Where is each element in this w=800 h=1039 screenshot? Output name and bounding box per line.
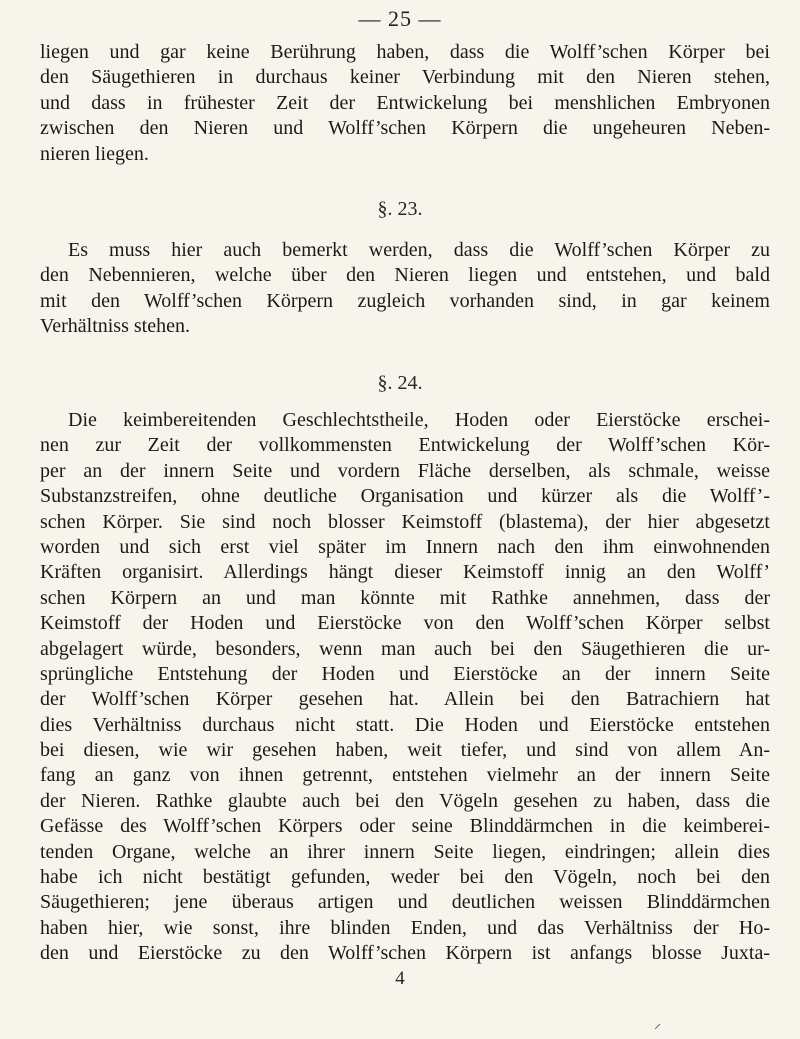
text-line: liegen und gar keine Berührung haben, dass die Wolff’schen Körper bei xyxy=(40,41,770,63)
section-heading-24: §. 24. xyxy=(377,372,423,394)
text-line: abgelagert würde, besonders, wenn man auch bei den Säugethieren die ur- xyxy=(40,637,770,660)
text-line: Keimstoff der Hoden und Eierstöcke von den Wolff’schen Körper selbst xyxy=(40,612,770,635)
text-line: bei diesen, wie wir gesehen haben, weit tiefer, und sind von allem An- xyxy=(40,739,770,762)
paragraph-2 xyxy=(40,238,770,340)
text-line: Kräften organisirt. Allerdings hängt dieser Keimstoff innig an den Wolff’ xyxy=(40,561,770,584)
text-line: Säugethieren; jene überaus artigen und deutlichen weissen Blinddärmchen xyxy=(40,891,770,914)
text-line: per an der innern Seite und vordern Fläche derselben, als schmale, weisse xyxy=(40,459,770,482)
text-line: zwischen den Nieren und Wolff’schen Körpern die ungeheuren Neben- xyxy=(40,117,770,140)
text-line: mit den Wolff’schen Körpern zugleich vorhanden sind, in gar keinem xyxy=(40,289,770,312)
text-line: den Säugethieren in durchaus keiner Verbindung mit den Nieren stehen, xyxy=(40,66,770,89)
page-number-header: — 25 — xyxy=(358,6,442,31)
paragraph-1 xyxy=(40,40,770,167)
text-line: Gefässe des Wolff’schen Körpers oder seine Blinddärmchen in die keimberei- xyxy=(40,815,770,838)
text-line: dies Verhältniss durchaus nicht statt. Die Hoden und Eierstöcke entstehen xyxy=(40,713,770,736)
text-line: fang an ganz von ihnen getrennt, entstehen vielmehr an der innern Seite xyxy=(40,764,770,787)
paragraph-3 xyxy=(40,408,770,967)
text-line: der Nieren. Rathke glaubte auch bei den Vögeln gesehen zu haben, dass die xyxy=(40,789,770,812)
text-line: Es muss hier auch bemerkt werden, dass die Wolff’schen Körper zu xyxy=(68,239,770,261)
text-line: habe ich nicht bestätigt gefunden, weder bei den Vögeln, noch bei den xyxy=(40,866,770,889)
text-line: tenden Organe, welche an ihrer innern Seite liegen, eindringen; allein dies xyxy=(40,840,770,863)
text-line: schen Körper. Sie sind noch blosser Keimstoff (blastema), der hier abgesetzt xyxy=(40,510,770,533)
text-line: den Nebennieren, welche über den Nieren liegen und entstehen, und bald xyxy=(40,264,770,287)
text-line: worden und sich erst viel später im Innern nach den ihm einwohnenden xyxy=(40,535,770,558)
text-line: nieren liegen. xyxy=(40,142,149,165)
text-line: nen zur Zeit der vollkommensten Entwickelung der Wolff’schen Kör- xyxy=(40,434,770,457)
text-line: Verhältniss stehen. xyxy=(40,315,190,338)
text-line: Die keimbereitenden Geschlechtstheile, Hoden oder Eierstöcke erschei- xyxy=(68,409,770,431)
text-line: den und Eierstöcke zu den Wolff’schen Körpern ist anfangs blosse Juxta- xyxy=(40,942,770,965)
signature-mark: 4 xyxy=(395,968,405,989)
text-line: sprüngliche Entstehung der Hoden und Eierstöcke an der innern Seite xyxy=(40,662,770,685)
section-heading-23: §. 23. xyxy=(377,198,423,220)
text-line: schen Körpern an und man könnte mit Rathke annehmen, dass der xyxy=(40,586,770,609)
text-line: und dass in frühester Zeit der Entwickelung bei menshlichen Embryonen xyxy=(40,91,770,114)
text-line: haben hier, wie sonst, ihre blinden Enden, und das Verhältniss der Ho- xyxy=(40,916,770,939)
stray-mark: ⸝ xyxy=(654,1017,661,1032)
text-line: Substanzstreifen, ohne deutliche Organisation und kürzer als die Wolff’- xyxy=(40,485,770,508)
text-line: der Wolff’schen Körper gesehen hat. Allein bei den Batrachiern hat xyxy=(40,688,770,711)
